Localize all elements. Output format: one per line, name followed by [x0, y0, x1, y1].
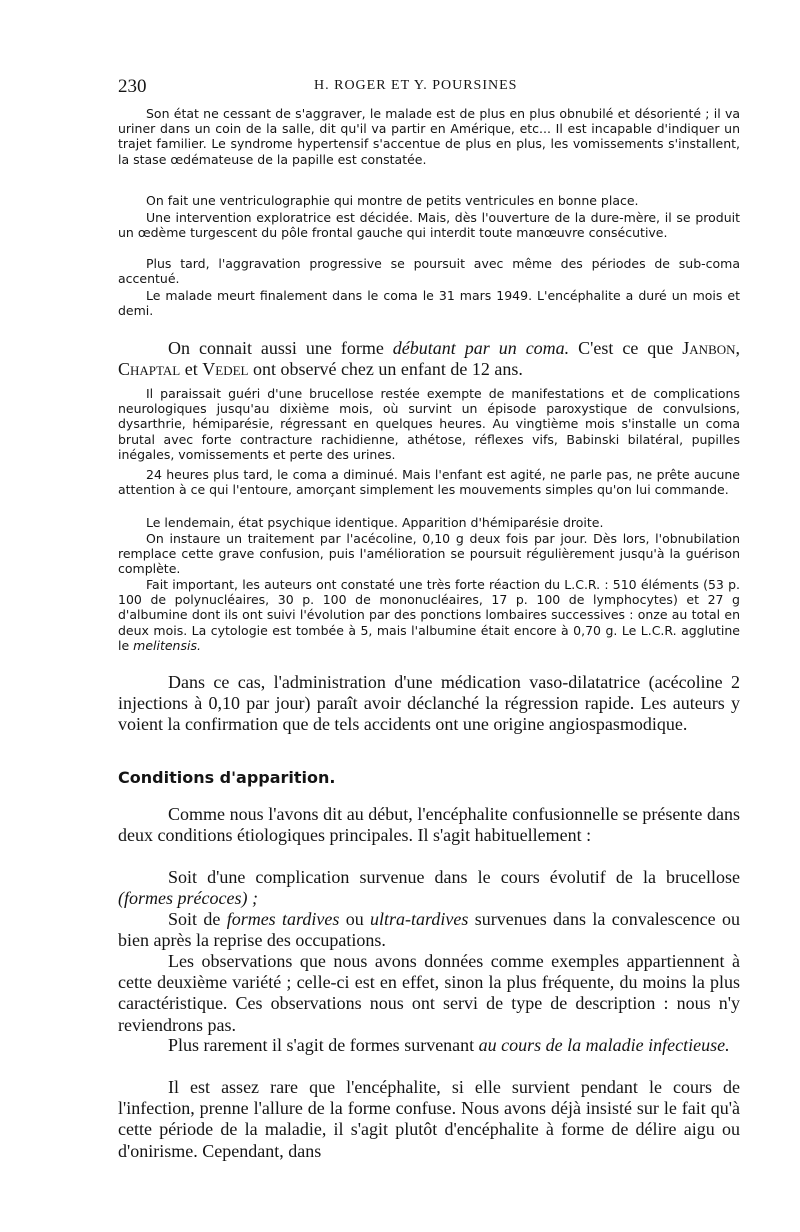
cond-paragraph-2: [118, 867, 740, 909]
author-vedel: Vedel: [202, 359, 249, 380]
formes-tardives-emphasis: formes tardives: [226, 909, 340, 929]
obs1-paragraph-2: On fait une ventriculographie qui montre de petits ventricules en bonne place.: [146, 193, 639, 208]
coma-emphasis: débutant par un coma.: [392, 338, 570, 358]
author-conjunction: et: [180, 359, 203, 380]
cond-paragraph-6: Il est assez rare que l'encéphalite, si elle survient pendant le cours de l'infection, prenne l'allure de la forme confuse. Nous avons déjà insisté sur le fait qu'à cette période de la maladie, il s'agit plutôt d'encéphalite à forme de délire aigu ou d'onirisme. Cependant, dans: [118, 1077, 740, 1161]
section-heading: Conditions d'apparition.: [118, 768, 336, 787]
maladie-infectieuse-emphasis: au cours de la maladie infectieuse.: [478, 1035, 730, 1055]
author-janbon: Janbon: [682, 338, 736, 358]
author-chaptal: Chaptal: [118, 359, 181, 380]
coma-text-1: On connait aussi une forme: [168, 338, 393, 358]
cond-paragraph-3: [118, 909, 740, 951]
melitensis-emphasis: melitensis.: [133, 637, 201, 653]
obs2-paragraph-1: Il paraissait guéri d'une brucellose restée exempte de manifestations et de complications neurologiques jusqu'au dixième mois, où survint un épisode paroxystique de convulsions, dysarthrie, hémiparésie, régressant en quelques heures. Au vingtième mois s'installe un coma brutal avec forte contracture rachidienne, athétose, réflexes vifs, Babinski bilatéral, pupilles inégales, vomissements et perte des urines.: [118, 386, 740, 462]
coma-text-3: ont observé chez un enfant de 12 ans.: [248, 359, 523, 380]
obs2-paragraph-5: [118, 577, 740, 653]
obs1-paragraph-4: Plus tard, l'aggravation progressive se poursuit avec même des périodes de sub-coma accentué.: [118, 256, 740, 287]
coma-paragraph: [118, 338, 740, 380]
ultra-tardives-emphasis: ultra-tardives: [370, 909, 469, 929]
cond-paragraph-3-text-1: Soit de: [168, 909, 227, 929]
cond-paragraph-5-text: Plus rarement il s'agit de formes survenant: [168, 1035, 479, 1055]
obs2-paragraph-2: 24 heures plus tard, le coma a diminué. Mais l'enfant est agité, ne parle pas, ne prête aucune attention à ce qui l'entoure, amorçant simplement les mouvements simples qu'on lui commande.: [118, 467, 740, 498]
cond-paragraph-3-text-2: ou: [339, 909, 371, 929]
page-number: 230: [118, 76, 147, 97]
dans-ce-cas-paragraph: Dans ce cas, l'administration d'une médication vaso-dilatatrice (acécoline 2 injections à 0,10 par jour) paraît avoir déclanché la régression rapide. Les auteurs y voient la confirmation que de tels accidents ont une origine angiospasmodique.: [118, 672, 740, 735]
author-separator: ,: [735, 338, 741, 358]
running-head: H. ROGER ET Y. POURSINES: [314, 78, 518, 93]
formes-precoces-emphasis: (formes précoces) ;: [118, 888, 258, 909]
cond-paragraph-1: Comme nous l'avons dit au début, l'encéphalite confusionnelle se présente dans deux conditions étiologiques principales. Il s'agit habituellement :: [118, 804, 740, 846]
cond-paragraph-4: Les observations que nous avons données comme exemples appartiennent à cette deuxième variété ; celle-ci est en effet, sinon la plus fréquente, du moins la plus caractéristique. Ces observations nous ont servi de type de description : nous n'y reviendrons pas.: [118, 951, 740, 1035]
obs1-paragraph-3: Une intervention exploratrice est décidée. Mais, dès l'ouverture de la dure-mère, il se produit un œdème turgescent du pôle frontal gauche qui interdit toute manœuvre consécutive.: [118, 210, 740, 241]
obs1-paragraph-1: Son état ne cessant de s'aggraver, le malade est de plus en plus obnubilé et désorienté ; il va uriner dans un coin de la salle, dit qu'il va partir en Amérique, etc... Il est incapable d'indiquer un trajet familier. Le syndrome hypertensif s'accentue de plus en plus, les vomissements s'installent, la stase œdémateuse de la papille est constatée.: [118, 106, 740, 167]
coma-text-2: C'est ce que: [569, 338, 683, 358]
obs2-paragraph-4: On instaure un traitement par l'acécoline, 0,10 g deux fois par jour. Dès lors, l'obnubilation remplace cette grave confusion, puis l'amélioration se poursuit régulièrement jusqu'à la guérison complète.: [118, 531, 740, 577]
cond-paragraph-5: [118, 1035, 740, 1056]
obs2-paragraph-3: Le lendemain, état psychique identique. Apparition d'hémiparésie droite.: [146, 515, 604, 530]
cond-paragraph-3-text-3: survenues dans la convalescence ou bien après la reprise des occupations.: [118, 909, 740, 951]
obs1-paragraph-5: Le malade meurt finalement dans le coma le 31 mars 1949. L'encéphalite a duré un mois et demi.: [118, 288, 740, 319]
cond-paragraph-2-text: Soit d'une complication survenue dans le cours évolutif de la brucellose: [168, 867, 740, 887]
obs2-paragraph-5-text: Fait important, les auteurs ont constaté une très forte réaction du L.C.R. : 510 éléments (53 p. 100 de polynucléaires, 30 p. 100 de mononucléaires, 17 p. 100 de lymphocytes) et 27 g d'albumine dont ils ont suivi l'évolution par des ponctions lombaires successives : onze au total en deux mois. La cytologie est tombée à 5, mais l'albumine était encore à 0,70 g. Le L.C.R. agglutine le: [118, 577, 740, 653]
page-header: [118, 76, 738, 100]
